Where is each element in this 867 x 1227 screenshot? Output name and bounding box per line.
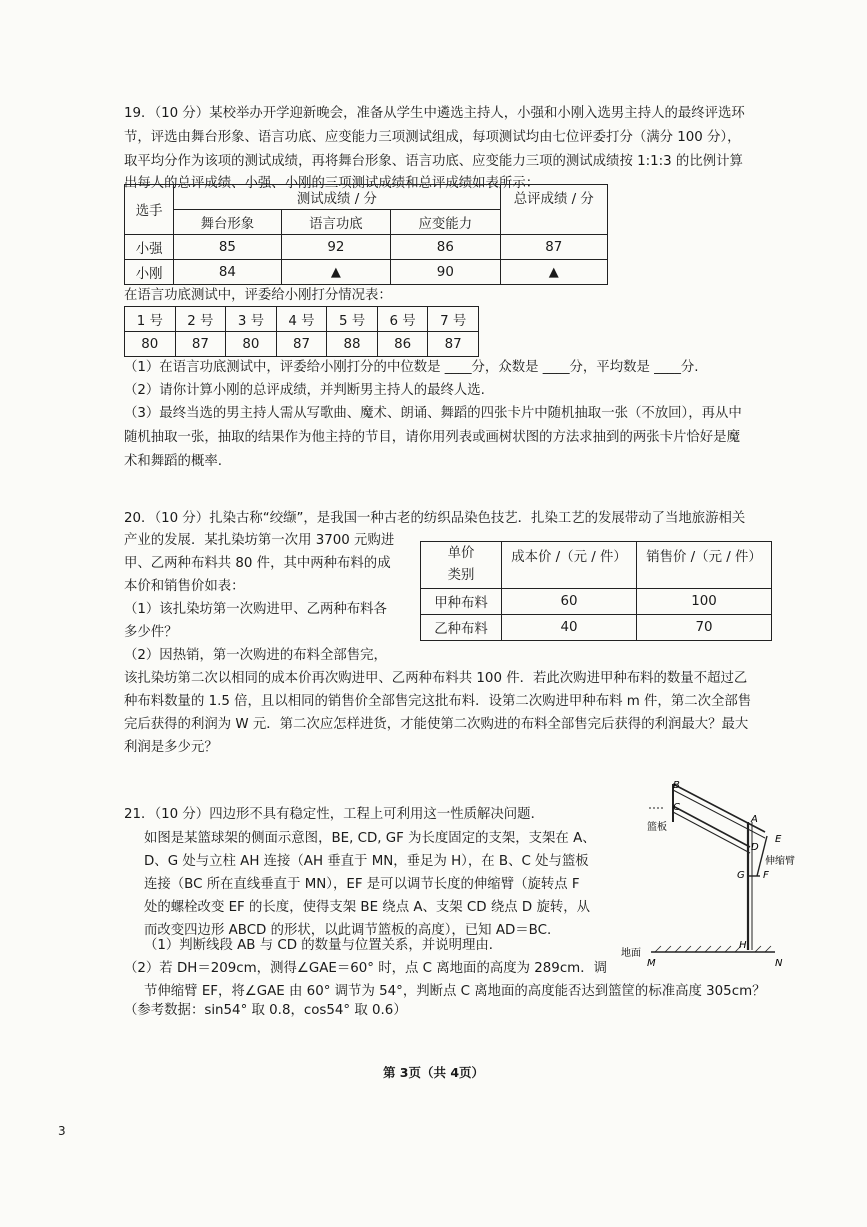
q19-sub3-c: 术和舞蹈的概率. <box>124 454 222 469</box>
th-unit: 单价 <box>447 546 475 561</box>
q19-sub1: （1）在语言功底测试中，评委给小刚打分的中位数是 ____分，众数是 ____分，平均数是 ____分. <box>124 360 699 375</box>
q19-line-2: 节，评选由舞台形象、语言功底、应变能力三项测试组成，每项测试均由七位评委打分（满分 100 分）， <box>124 130 741 145</box>
basketball-stand-figure <box>615 772 795 972</box>
table-row <box>421 615 772 641</box>
th-sale: 销售价 /（元 / 件） <box>637 542 772 589</box>
q19-line-1: 19．（10 分）某校举办开学迎新晚会，准备从学生中遴选主持人，小强和小刚入选男主持人的最终评选环 <box>124 106 745 121</box>
th-stage: 舞台形象 <box>174 210 281 235</box>
th-response: 应变能力 <box>391 210 500 235</box>
label-ground: 地面 <box>621 948 641 959</box>
q19-sub3-b: 随机抽取一张，抽取的结果作为他主持的节目，请你用列表或画树状图的方法求抽到的两张卡片恰好是魔 <box>124 430 740 445</box>
q21-line-5: 处的螺栓改变 EF 的长度，使得支架 BE 绕点 A、支架 CD 绕点 D 旋转，从 <box>144 900 591 915</box>
q20-line-10: 完后获得的利润为 W 元．第二次应怎样进货，才能使第二次购进的布料全部售完后获得的利润最大？最大 <box>124 717 749 732</box>
label-e: E <box>775 834 782 845</box>
cell: 90 <box>391 260 500 285</box>
cell-name: 甲种布料 <box>421 589 502 615</box>
th-unit-category <box>421 542 502 589</box>
cell: 40 <box>502 615 637 641</box>
q21-sub1: （1）判断线段 AB 与 CD 的数量与位置关系，并说明理由． <box>144 938 503 953</box>
cell: 100 <box>637 589 772 615</box>
cell: 87 <box>276 332 327 357</box>
q20-line-5: （1）该扎染坊第一次购进甲、乙两种布料各 <box>124 602 387 617</box>
cell: 60 <box>502 589 637 615</box>
q19-judge-table <box>124 306 479 357</box>
q19-sub3-a: （3）最终当选的男主持人需从写歌曲、魔术、朗诵、舞蹈的四张卡片中随机抽取一张（不放回），再从中 <box>124 406 742 421</box>
table-row <box>125 235 608 260</box>
th-judge: 6 号 <box>377 307 428 332</box>
q20-line-8: 该扎染坊第二次以相同的成本价再次购进甲、乙两种布料共 100 件．若此次购进甲种布料的数量不超过乙 <box>124 671 748 686</box>
label-b: B <box>673 780 680 791</box>
cell-name: 乙种布料 <box>421 615 502 641</box>
triangle-mark: ▲ <box>500 260 607 285</box>
th-judge: 5 号 <box>327 307 378 332</box>
th-judge: 2 号 <box>175 307 226 332</box>
label-a: A <box>751 814 758 825</box>
q19-sub2: （2）请你计算小刚的总评成绩，并判断男主持人的最终人选. <box>124 383 485 398</box>
q21-line-3: D、G 处与立柱 AH 连接（AH 垂直于 MN，垂足为 H），在 B、C 处与篮板 <box>144 854 589 869</box>
th-judge: 3 号 <box>226 307 277 332</box>
q20-line-3: 甲、乙两种布料共 80 件，其中两种布料的成 <box>124 556 391 571</box>
q20-line-2: 产业的发展．某扎染坊第一次用 3700 元购进 <box>124 533 395 548</box>
label-arm: 伸缩臂 <box>765 856 795 867</box>
q20-line-4: 本价和销售价如表： <box>124 579 245 594</box>
label-board: 篮板 <box>647 822 667 833</box>
cell-name: 小强 <box>125 235 174 260</box>
q20-price-table <box>420 541 772 641</box>
cell: 84 <box>174 260 281 285</box>
cell: 87 <box>428 332 479 357</box>
cell-name: 小刚 <box>125 260 174 285</box>
cell: 86 <box>391 235 500 260</box>
label-n: N <box>775 958 783 969</box>
q21-line-4: 连接（BC 所在直线垂直于 MN），EF 是可以调节长度的伸缩臂（旋转点 F <box>144 877 580 892</box>
cell: 87 <box>500 235 607 260</box>
cell: 86 <box>377 332 428 357</box>
cell: 80 <box>125 332 176 357</box>
q20-line-9: 种布料数量的 1.5 倍，且以相同的销售价全部售完这批布料．设第二次购进甲种布料 m 件，第二次全部售 <box>124 694 752 709</box>
q19-score-table <box>124 184 608 285</box>
bar-cd <box>673 806 750 847</box>
cell: 92 <box>281 235 390 260</box>
q21-line-6: 而改变四边形 ABCD 的形状，以此调节篮板的高度），已知 AD＝BC. <box>144 923 552 938</box>
th-cost: 成本价 /（元 / 件） <box>502 542 637 589</box>
q19-table2-intro: 在语言功底测试中，评委给小刚打分情况表： <box>124 288 392 303</box>
page-number: 3 <box>58 1124 66 1138</box>
q21-line-2: 如图是某篮球架的侧面示意图，BE, CD, GF 为长度固定的支架，支架在 A、 <box>144 831 596 846</box>
label-f: F <box>763 870 769 881</box>
q21-reference: （参考数据：sin54° 取 0.8，cos54° 取 0.6） <box>124 1003 407 1018</box>
q19-line-3: 取平均分作为该项的测试成绩，再将舞台形象、语言功底、应变能力三项的测试成绩按 1:1:3 的比例计算 <box>124 154 743 169</box>
triangle-mark: ▲ <box>281 260 390 285</box>
th-player: 选手 <box>125 185 174 235</box>
q20-line-6: 多少件？ <box>124 625 178 640</box>
th-judge: 1 号 <box>125 307 176 332</box>
th-judge: 4 号 <box>276 307 327 332</box>
ground-hatch <box>655 946 771 952</box>
q19-line-4: 出每人的总评成绩、小强、小刚的三项测试成绩和总评成绩如表所示： <box>124 176 540 191</box>
th-total: 总评成绩 / 分 <box>500 185 607 235</box>
q21-sub2-b: 节伸缩臂 EF，将∠GAE 由 60° 调节为 54°，判断点 C 离地面的高度能否达到篮筐的标准高度 305cm？ <box>144 984 766 999</box>
page-footer: 第 3页（共 4页） <box>382 1065 485 1080</box>
q21-line-1: 21．（10 分）四边形不具有稳定性，工程上可利用这一性质解决问题． <box>124 807 544 822</box>
label-h: H <box>739 940 747 951</box>
cell: 70 <box>637 615 772 641</box>
table-row <box>421 589 772 615</box>
th-language: 语言功底 <box>281 210 390 235</box>
cell: 80 <box>226 332 277 357</box>
cell: 85 <box>174 235 281 260</box>
label-m: M <box>647 958 656 969</box>
q20-line-11: 利润是多少元？ <box>124 740 218 755</box>
table-row <box>125 260 608 285</box>
th-category: 类别 <box>447 568 475 583</box>
label-g: G <box>737 870 745 881</box>
cell: 88 <box>327 332 378 357</box>
q20-line-1: 20．（10 分）扎染古称“绞缬”，是我国一种古老的纺织品染色技艺．扎染工艺的发展带动了当地旅游相关 <box>124 511 746 526</box>
th-judge: 7 号 <box>428 307 479 332</box>
cell: 87 <box>175 332 226 357</box>
th-tests: 测试成绩 / 分 <box>174 185 500 210</box>
q20-line-7: （2）因热销，第一次购进的布料全部售完， <box>124 648 387 663</box>
q21-sub2-a: （2）若 DH＝209cm，测得∠GAE＝60° 时，点 C 离地面的高度为 289cm．调 <box>124 961 608 976</box>
label-c: C <box>673 802 680 813</box>
label-d: D <box>751 842 759 853</box>
